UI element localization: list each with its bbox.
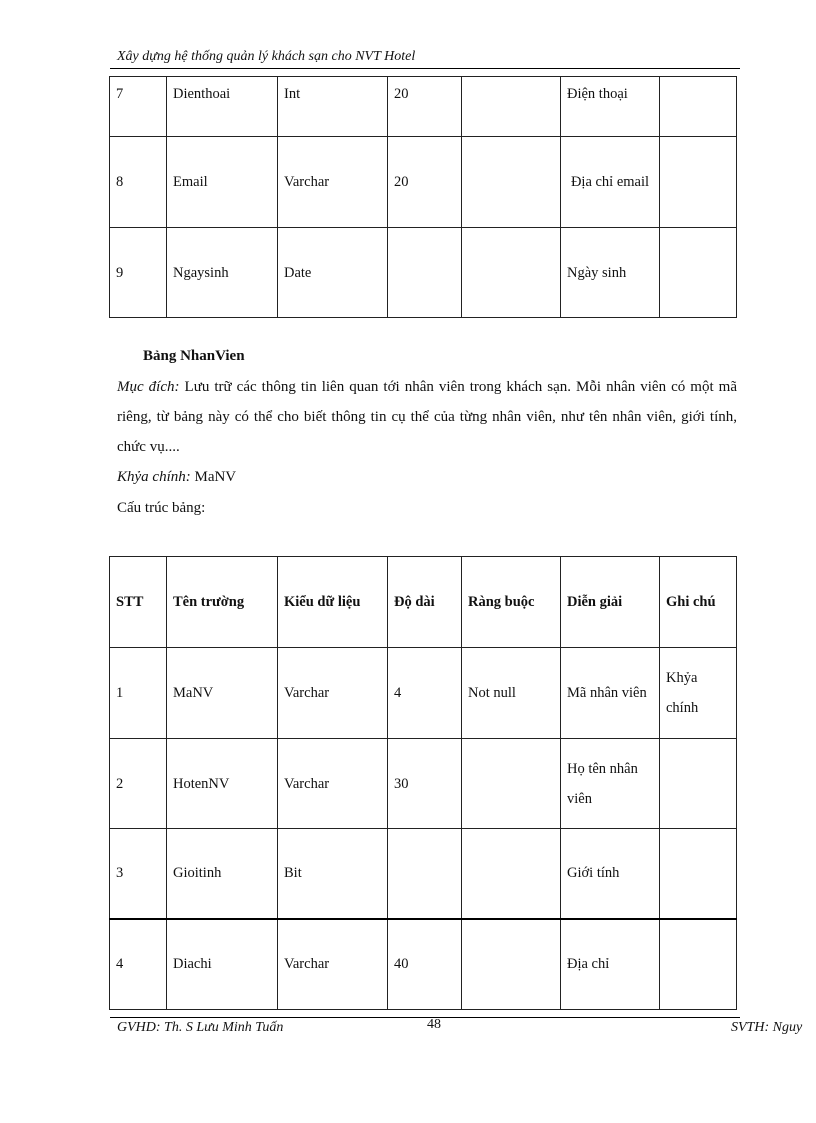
table-cell: Varchar (278, 919, 388, 1010)
structure-label: Cấu trúc bảng: (117, 500, 206, 516)
table-row (110, 739, 737, 829)
table-cell: Địa chỉ email (561, 137, 660, 228)
column-header: Diễn giải (561, 557, 660, 648)
table-row (110, 919, 737, 1010)
table-cell: Điện thoại (561, 77, 660, 137)
section-title: Bảng NhanVien (143, 348, 245, 364)
table-cell: Date (278, 228, 388, 318)
table-cell (462, 228, 561, 318)
table-cell: Khỷa chính (660, 648, 737, 739)
column-header: Độ dài (388, 557, 462, 648)
table-cell: Int (278, 77, 388, 137)
table-cell: Họ tên nhân viên (561, 739, 660, 829)
table-cell (462, 829, 561, 919)
table-cell: Địa chỉ (561, 919, 660, 1010)
footer-rule (110, 1017, 740, 1018)
table-cell: Diachi (167, 919, 278, 1010)
table-cell: 9 (110, 228, 167, 318)
table-cell: Mã nhân viên (561, 648, 660, 739)
footer-student: SVTH: Nguy (731, 1020, 803, 1035)
table-row (110, 228, 737, 318)
table-cell: Varchar (278, 648, 388, 739)
table-cell: 4 (110, 919, 167, 1010)
table-cell (660, 919, 737, 1010)
header-rule (110, 68, 740, 69)
table-cell (388, 829, 462, 919)
table-cell: 40 (388, 919, 462, 1010)
table-cell: Varchar (278, 739, 388, 829)
purpose-text: Lưu trữ các thông tin liên quan tới nhân viên trong khách sạn. Mỗi nhân viên có một mã riêng, từ bảng này có thể cho biết thông tin cụ thể của từng nhân viên, như tên nhân viên, giới tính, chức vụ.... (117, 379, 737, 455)
primary-key-line (117, 462, 737, 492)
table-cell: Ngày sinh (561, 228, 660, 318)
table-row (110, 77, 737, 137)
table-cell: 30 (388, 739, 462, 829)
primary-key-value: MaNV (190, 469, 237, 485)
table-cell: 4 (388, 648, 462, 739)
table-cell (660, 77, 737, 137)
purpose-label: Mục đích: (117, 379, 180, 395)
table-cell: HotenNV (167, 739, 278, 829)
table-row (110, 829, 737, 919)
page-number: 48 (427, 1017, 441, 1032)
table-cell: 20 (388, 137, 462, 228)
top-table (109, 76, 737, 318)
table-cell: 8 (110, 137, 167, 228)
table-cell (660, 228, 737, 318)
running-header: Xây dựng hệ thống quản lý khách sạn cho NVT Hotel (117, 49, 416, 64)
nhanvien-table (109, 556, 737, 1010)
primary-key-label: Khỷa chính: (117, 469, 191, 485)
table-cell: 20 (388, 77, 462, 137)
table-cell: Dienthoai (167, 77, 278, 137)
table-cell (660, 739, 737, 829)
table-cell (462, 137, 561, 228)
table-cell (388, 228, 462, 318)
column-header: Kiểu dữ liệu (278, 557, 388, 648)
column-header: Tên trường (167, 557, 278, 648)
table-cell (660, 829, 737, 919)
table-cell: 1 (110, 648, 167, 739)
table-header-row (110, 557, 737, 648)
table-row (110, 648, 737, 739)
table-cell: Email (167, 137, 278, 228)
column-header: Ràng buộc (462, 557, 561, 648)
column-header: STT (110, 557, 167, 648)
footer-advisor: GVHD: Th. S Lưu Minh Tuấn (117, 1020, 284, 1035)
table-cell (462, 919, 561, 1010)
table-cell (462, 77, 561, 137)
column-header: Ghi chú (660, 557, 737, 648)
table-cell: 3 (110, 829, 167, 919)
table-row (110, 137, 737, 228)
table-cell (660, 137, 737, 228)
table-cell: Not null (462, 648, 561, 739)
purpose-paragraph (117, 372, 737, 462)
table-cell: MaNV (167, 648, 278, 739)
table-cell: 7 (110, 77, 167, 137)
table-cell: 2 (110, 739, 167, 829)
table-cell: Ngaysinh (167, 228, 278, 318)
table-cell: Bit (278, 829, 388, 919)
table-cell: Gioitinh (167, 829, 278, 919)
table-cell (462, 739, 561, 829)
table-cell: Varchar (278, 137, 388, 228)
table-cell: Giới tính (561, 829, 660, 919)
